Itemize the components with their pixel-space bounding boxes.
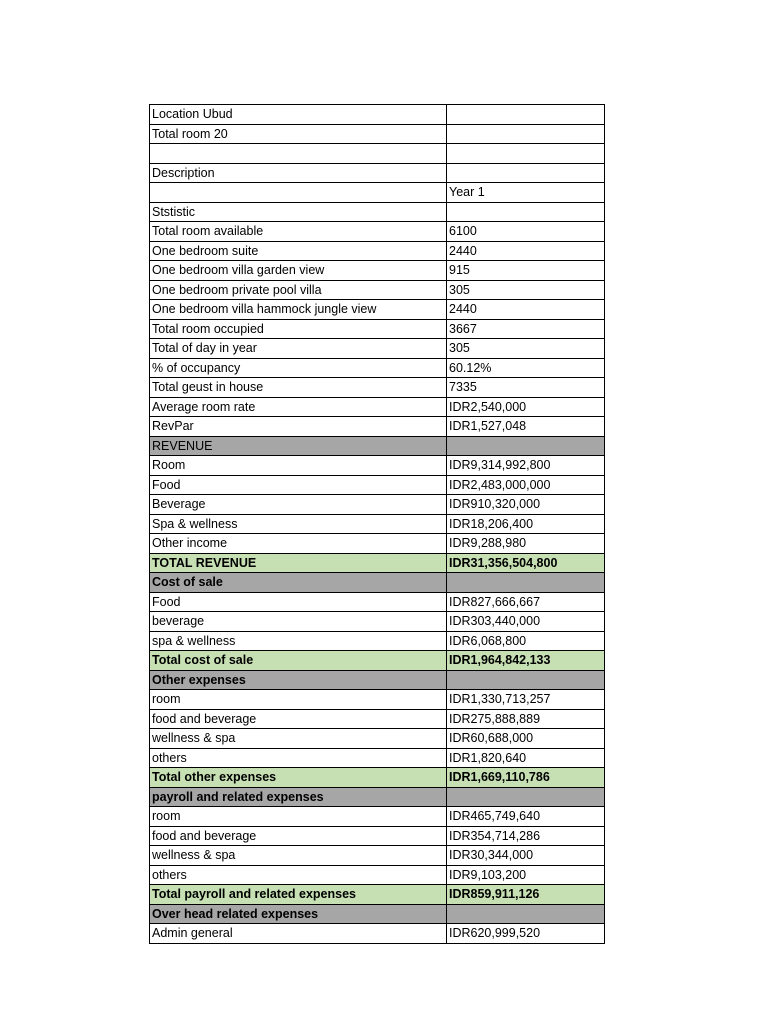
table-row bbox=[150, 183, 605, 203]
row-label-cell[interactable]: wellness & spa bbox=[150, 846, 447, 866]
table-row bbox=[150, 709, 605, 729]
row-value-cell[interactable] bbox=[447, 144, 605, 164]
row-label-cell[interactable]: TOTAL REVENUE bbox=[150, 553, 447, 573]
row-value-cell[interactable]: IDR6,068,800 bbox=[447, 631, 605, 651]
row-value-cell[interactable] bbox=[447, 105, 605, 125]
row-label-cell[interactable]: spa & wellness bbox=[150, 631, 447, 651]
table-row bbox=[150, 534, 605, 554]
row-value-cell[interactable]: 7335 bbox=[447, 378, 605, 398]
row-value-cell[interactable]: IDR465,749,640 bbox=[447, 807, 605, 827]
table-row bbox=[150, 280, 605, 300]
row-value-cell[interactable]: IDR620,999,520 bbox=[447, 924, 605, 944]
table-row bbox=[150, 378, 605, 398]
table-row bbox=[150, 436, 605, 456]
row-value-cell[interactable]: IDR30,344,000 bbox=[447, 846, 605, 866]
row-label-cell[interactable]: room bbox=[150, 807, 447, 827]
row-label-cell[interactable]: Total room 20 bbox=[150, 124, 447, 144]
row-value-cell[interactable] bbox=[447, 124, 605, 144]
row-label-cell[interactable]: Food bbox=[150, 475, 447, 495]
row-value-cell[interactable]: IDR2,540,000 bbox=[447, 397, 605, 417]
row-value-cell[interactable]: IDR2,483,000,000 bbox=[447, 475, 605, 495]
row-value-cell[interactable]: IDR827,666,667 bbox=[447, 592, 605, 612]
row-label-cell[interactable]: Admin general bbox=[150, 924, 447, 944]
table-row bbox=[150, 729, 605, 749]
row-label-cell[interactable]: Location Ubud bbox=[150, 105, 447, 125]
table-row bbox=[150, 807, 605, 827]
table-row bbox=[150, 514, 605, 534]
row-value-cell[interactable] bbox=[447, 202, 605, 222]
table-row bbox=[150, 612, 605, 632]
row-label-cell[interactable]: Beverage bbox=[150, 495, 447, 515]
row-label-cell[interactable]: Total cost of sale bbox=[150, 651, 447, 671]
row-value-cell[interactable]: 305 bbox=[447, 280, 605, 300]
table-row bbox=[150, 573, 605, 593]
table-row bbox=[150, 495, 605, 515]
row-label-cell[interactable]: Other income bbox=[150, 534, 447, 554]
row-value-cell[interactable] bbox=[447, 163, 605, 183]
row-value-cell[interactable] bbox=[447, 573, 605, 593]
table-row bbox=[150, 787, 605, 807]
row-value-cell[interactable]: IDR303,440,000 bbox=[447, 612, 605, 632]
table-row bbox=[150, 904, 605, 924]
row-label-cell[interactable]: Total geust in house bbox=[150, 378, 447, 398]
table-row bbox=[150, 241, 605, 261]
table-row bbox=[150, 261, 605, 281]
row-label-cell[interactable]: Over head related expenses bbox=[150, 904, 447, 924]
table-row bbox=[150, 846, 605, 866]
row-label-cell[interactable]: One bedroom villa garden view bbox=[150, 261, 447, 281]
row-value-cell[interactable]: IDR275,888,889 bbox=[447, 709, 605, 729]
table-row bbox=[150, 222, 605, 242]
row-label-cell[interactable]: Other expenses bbox=[150, 670, 447, 690]
financial-projection-table bbox=[149, 104, 605, 944]
row-value-cell[interactable]: 2440 bbox=[447, 300, 605, 320]
table-row bbox=[150, 456, 605, 476]
row-label-cell[interactable]: Room bbox=[150, 456, 447, 476]
table-row bbox=[150, 885, 605, 905]
row-label-cell[interactable]: food and beverage bbox=[150, 826, 447, 846]
row-value-cell[interactable]: 60.12% bbox=[447, 358, 605, 378]
row-value-cell[interactable]: IDR1,820,640 bbox=[447, 748, 605, 768]
row-label-cell[interactable]: Ststistic bbox=[150, 202, 447, 222]
row-value-cell[interactable]: IDR60,688,000 bbox=[447, 729, 605, 749]
table-row bbox=[150, 475, 605, 495]
row-label-cell[interactable]: Average room rate bbox=[150, 397, 447, 417]
table-row bbox=[150, 358, 605, 378]
row-label-cell[interactable]: One bedroom villa hammock jungle view bbox=[150, 300, 447, 320]
row-value-cell[interactable] bbox=[447, 670, 605, 690]
row-label-cell[interactable]: Food bbox=[150, 592, 447, 612]
row-value-cell[interactable] bbox=[447, 787, 605, 807]
row-label-cell[interactable]: food and beverage bbox=[150, 709, 447, 729]
row-label-cell[interactable]: Total room occupied bbox=[150, 319, 447, 339]
row-label-cell[interactable]: Total payroll and related expenses bbox=[150, 885, 447, 905]
row-label-cell[interactable]: Total room available bbox=[150, 222, 447, 242]
row-label-cell[interactable] bbox=[150, 183, 447, 203]
row-value-cell[interactable]: 6100 bbox=[447, 222, 605, 242]
table-row bbox=[150, 339, 605, 359]
row-label-cell[interactable]: One bedroom suite bbox=[150, 241, 447, 261]
row-value-cell[interactable]: IDR1,964,842,133 bbox=[447, 651, 605, 671]
table-row bbox=[150, 300, 605, 320]
table-row bbox=[150, 144, 605, 164]
row-label-cell[interactable]: Total of day in year bbox=[150, 339, 447, 359]
row-value-cell[interactable]: Year 1 bbox=[447, 183, 605, 203]
table-row bbox=[150, 631, 605, 651]
row-label-cell[interactable]: % of occupancy bbox=[150, 358, 447, 378]
row-value-cell[interactable]: IDR9,288,980 bbox=[447, 534, 605, 554]
row-label-cell[interactable]: others bbox=[150, 748, 447, 768]
table-row bbox=[150, 690, 605, 710]
table-row bbox=[150, 105, 605, 125]
table-row bbox=[150, 651, 605, 671]
row-value-cell[interactable]: IDR354,714,286 bbox=[447, 826, 605, 846]
row-label-cell[interactable]: Cost of sale bbox=[150, 573, 447, 593]
table-row bbox=[150, 826, 605, 846]
row-value-cell[interactable]: IDR1,669,110,786 bbox=[447, 768, 605, 788]
row-value-cell[interactable]: IDR1,330,713,257 bbox=[447, 690, 605, 710]
table-row bbox=[150, 865, 605, 885]
row-label-cell[interactable]: REVENUE bbox=[150, 436, 447, 456]
row-label-cell[interactable]: others bbox=[150, 865, 447, 885]
row-value-cell[interactable]: 305 bbox=[447, 339, 605, 359]
table-row bbox=[150, 163, 605, 183]
table-row bbox=[150, 553, 605, 573]
row-value-cell[interactable]: 2440 bbox=[447, 241, 605, 261]
table-row bbox=[150, 319, 605, 339]
row-value-cell[interactable]: 915 bbox=[447, 261, 605, 281]
row-value-cell[interactable]: 3667 bbox=[447, 319, 605, 339]
row-value-cell[interactable]: IDR18,206,400 bbox=[447, 514, 605, 534]
row-value-cell[interactable]: IDR9,103,200 bbox=[447, 865, 605, 885]
row-value-cell[interactable]: IDR1,527,048 bbox=[447, 417, 605, 437]
row-label-cell[interactable]: beverage bbox=[150, 612, 447, 632]
table-row bbox=[150, 748, 605, 768]
table-row bbox=[150, 670, 605, 690]
row-label-cell[interactable]: Description bbox=[150, 163, 447, 183]
row-label-cell[interactable]: RevPar bbox=[150, 417, 447, 437]
table-row bbox=[150, 417, 605, 437]
table-row bbox=[150, 924, 605, 944]
table-row bbox=[150, 397, 605, 417]
row-value-cell[interactable]: IDR31,356,504,800 bbox=[447, 553, 605, 573]
row-label-cell[interactable]: Total other expenses bbox=[150, 768, 447, 788]
row-label-cell[interactable]: room bbox=[150, 690, 447, 710]
row-value-cell[interactable]: IDR9,314,992,800 bbox=[447, 456, 605, 476]
row-value-cell[interactable] bbox=[447, 904, 605, 924]
table-row bbox=[150, 592, 605, 612]
table-row bbox=[150, 202, 605, 222]
row-value-cell[interactable]: IDR859,911,126 bbox=[447, 885, 605, 905]
row-label-cell[interactable]: One bedroom private pool villa bbox=[150, 280, 447, 300]
row-label-cell[interactable]: payroll and related expenses bbox=[150, 787, 447, 807]
row-label-cell[interactable]: wellness & spa bbox=[150, 729, 447, 749]
table-row bbox=[150, 768, 605, 788]
table-row bbox=[150, 124, 605, 144]
row-label-cell[interactable]: Spa & wellness bbox=[150, 514, 447, 534]
table-body bbox=[150, 105, 605, 944]
row-value-cell[interactable]: IDR910,320,000 bbox=[447, 495, 605, 515]
row-value-cell[interactable] bbox=[447, 436, 605, 456]
row-label-cell[interactable] bbox=[150, 144, 447, 164]
